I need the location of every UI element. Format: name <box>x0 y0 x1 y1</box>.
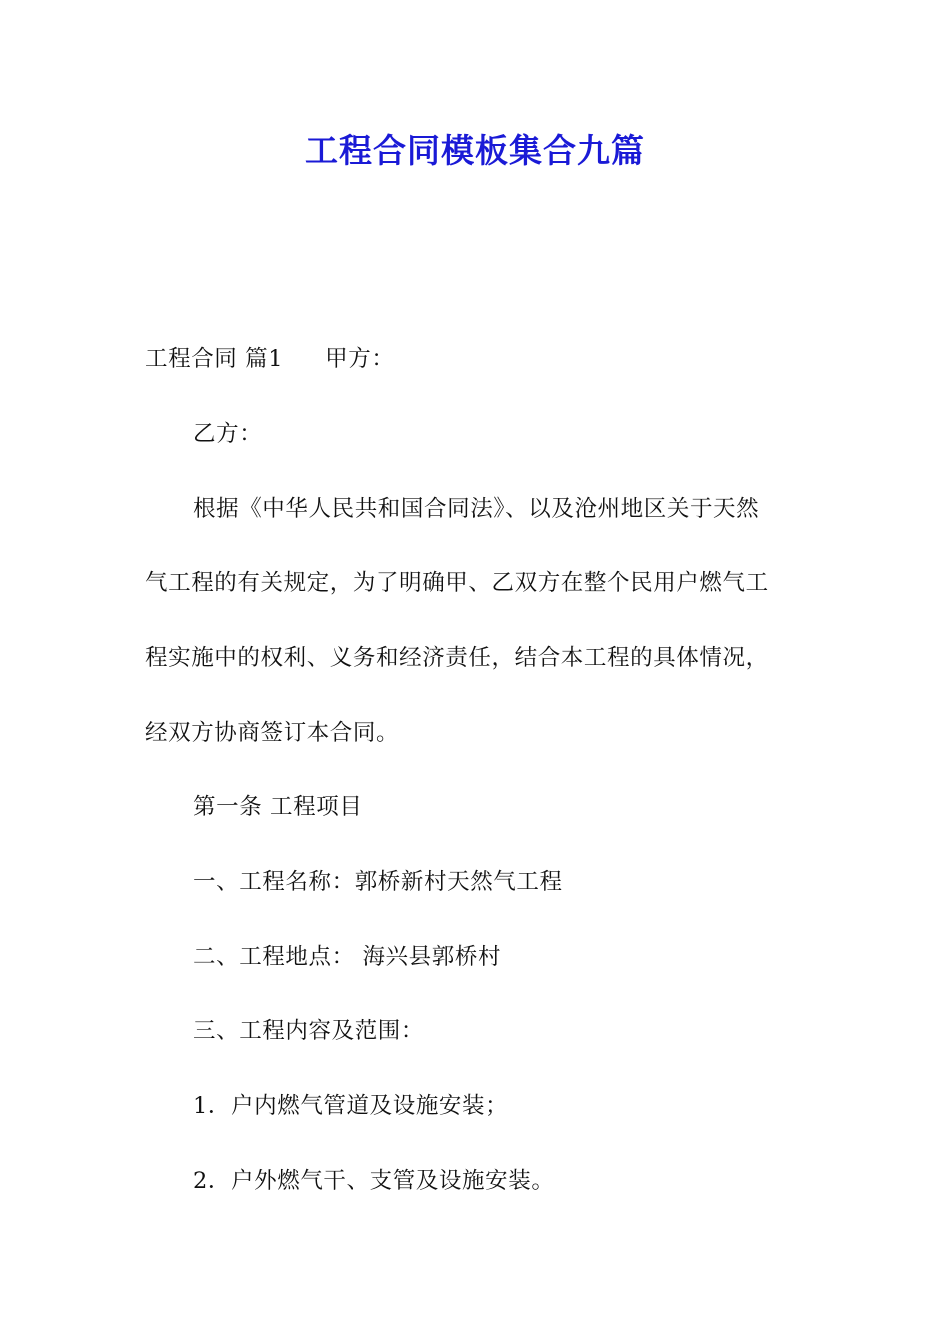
intro-line-4: 经双方协商签订本合同。 <box>145 720 400 746</box>
project-name-item: 一、工程名称：郭桥新村天然气工程 <box>193 869 563 895</box>
project-location-item: 二、工程地点： 海兴县郭桥村 <box>193 944 502 970</box>
contract-heading: 工程合同 篇1 <box>145 346 284 372</box>
article-1-heading: 第一条 工程项目 <box>193 794 363 820</box>
document-title: 工程合同模板集合九篇 <box>305 131 645 170</box>
intro-line-1: 根据《中华人民共和国合同法》、以及沧州地区关于天然 <box>193 496 760 522</box>
party-b-label: 乙方： <box>193 421 263 447</box>
intro-line-2: 气工程的有关规定，为了明确甲、乙双方在整个民用户燃气工 <box>145 570 769 596</box>
contract-heading-line <box>145 344 825 374</box>
intro-line-3: 程实施中的权利、义务和经济责任，结合本工程的具体情况， <box>145 645 769 671</box>
party-a-label: 甲方： <box>325 346 395 372</box>
scope-sub-item-1: 1．户内燃气管道及设施安装； <box>193 1093 509 1119</box>
scope-sub-item-2: 2．户外燃气干、支管及设施安装。 <box>193 1168 555 1194</box>
project-scope-item: 三、工程内容及范围： <box>193 1018 425 1044</box>
